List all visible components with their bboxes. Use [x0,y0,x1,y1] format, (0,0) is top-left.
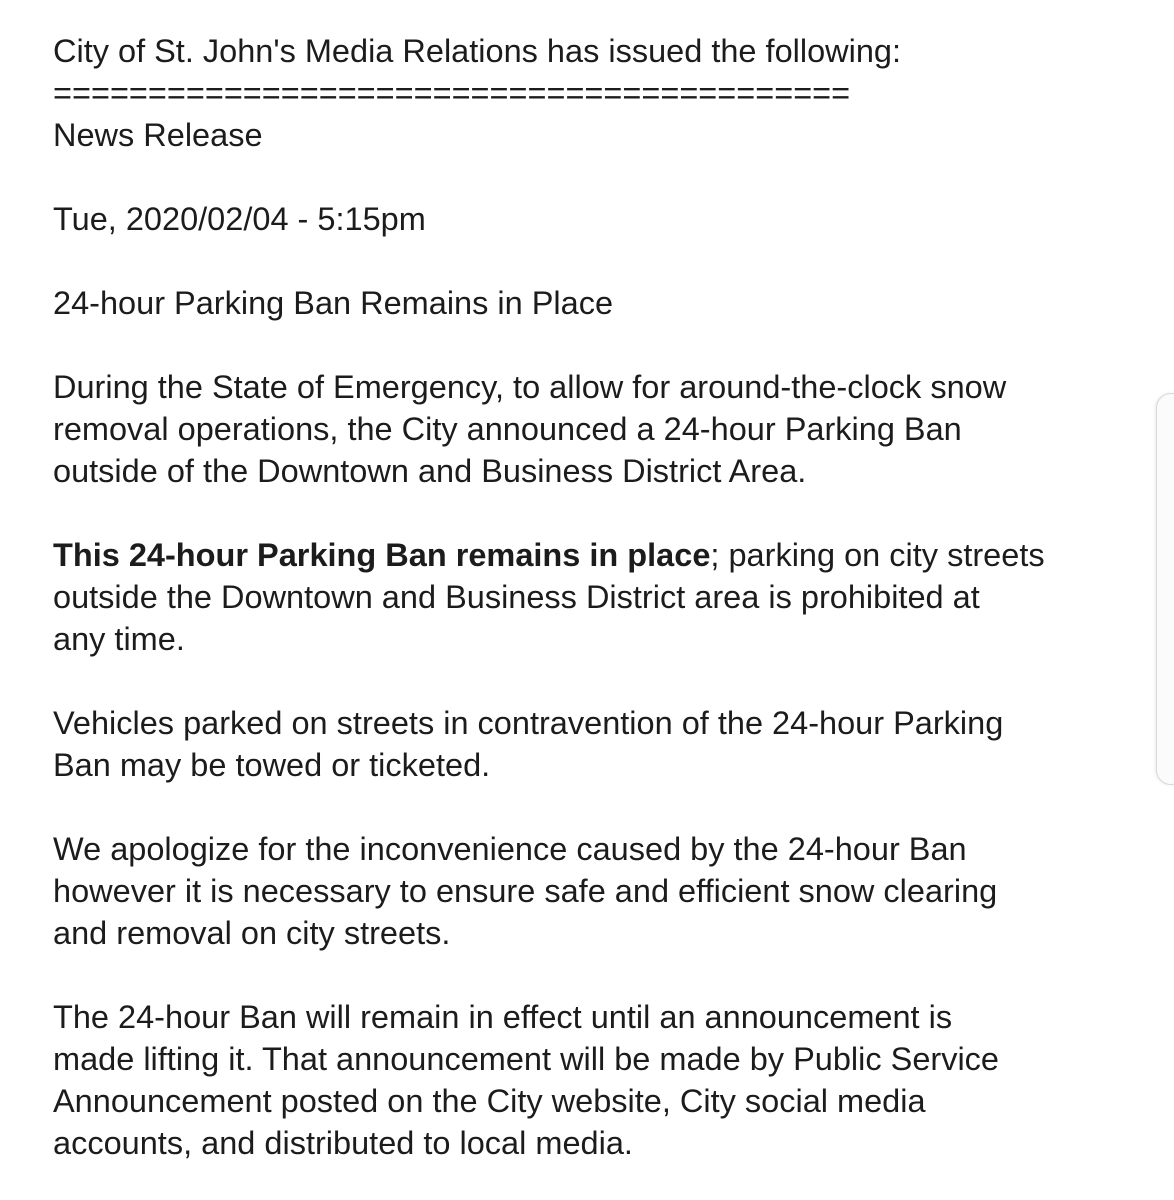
paragraph-line: outside of the Downtown and Business District Area. [53,453,807,489]
paragraph-2 [53,534,1133,660]
paragraph-line: made lifting it. That announcement will be made by Public Service [53,1041,1000,1077]
bold-statement: This 24-hour Parking Ban remains in place [53,537,711,573]
paragraph-4 [53,828,1133,954]
paragraph-line: Vehicles parked on streets in contravention of the 24-hour Parking [53,705,1004,741]
paragraph-line: and removal on city streets. [53,915,451,951]
paragraph-line: any time. [53,621,185,657]
paragraph-3 [53,702,1133,786]
paragraph-line [53,534,1133,576]
headline: 24-hour Parking Ban Remains in Place [53,285,614,321]
paragraph-line: outside the Downtown and Business District area is prohibited at [53,579,980,615]
paragraph-5 [53,996,1133,1164]
release-date: Tue, 2020/02/04 - 5:15pm [53,201,426,237]
paragraph-1 [53,366,1133,492]
paragraph-line: We apologize for the inconvenience caused by the 24-hour Ban [53,831,967,867]
paragraph-line: removal operations, the City announced a 24-hour Parking Ban [53,411,962,447]
divider-line: ========================================== [53,75,851,111]
scroll-handle[interactable] [1156,393,1174,785]
paragraph-text: ; parking on city streets [710,537,1045,573]
message-header: City of St. John's Media Relations has issued the following: [53,33,902,69]
paragraph-line: however it is necessary to ensure safe and efficient snow clearing [53,873,998,909]
paragraph-line: The 24-hour Ban will remain in effect until an announcement is [53,999,953,1035]
paragraph-line: During the State of Emergency, to allow for around-the-clock snow [53,369,1007,405]
paragraph-line: accounts, and distributed to local media. [53,1125,633,1161]
paragraph-line: Announcement posted on the City website, City social media [53,1083,926,1119]
message-body [53,30,1133,1164]
paragraph-line: Ban may be towed or ticketed. [53,747,491,783]
release-type: News Release [53,117,263,153]
